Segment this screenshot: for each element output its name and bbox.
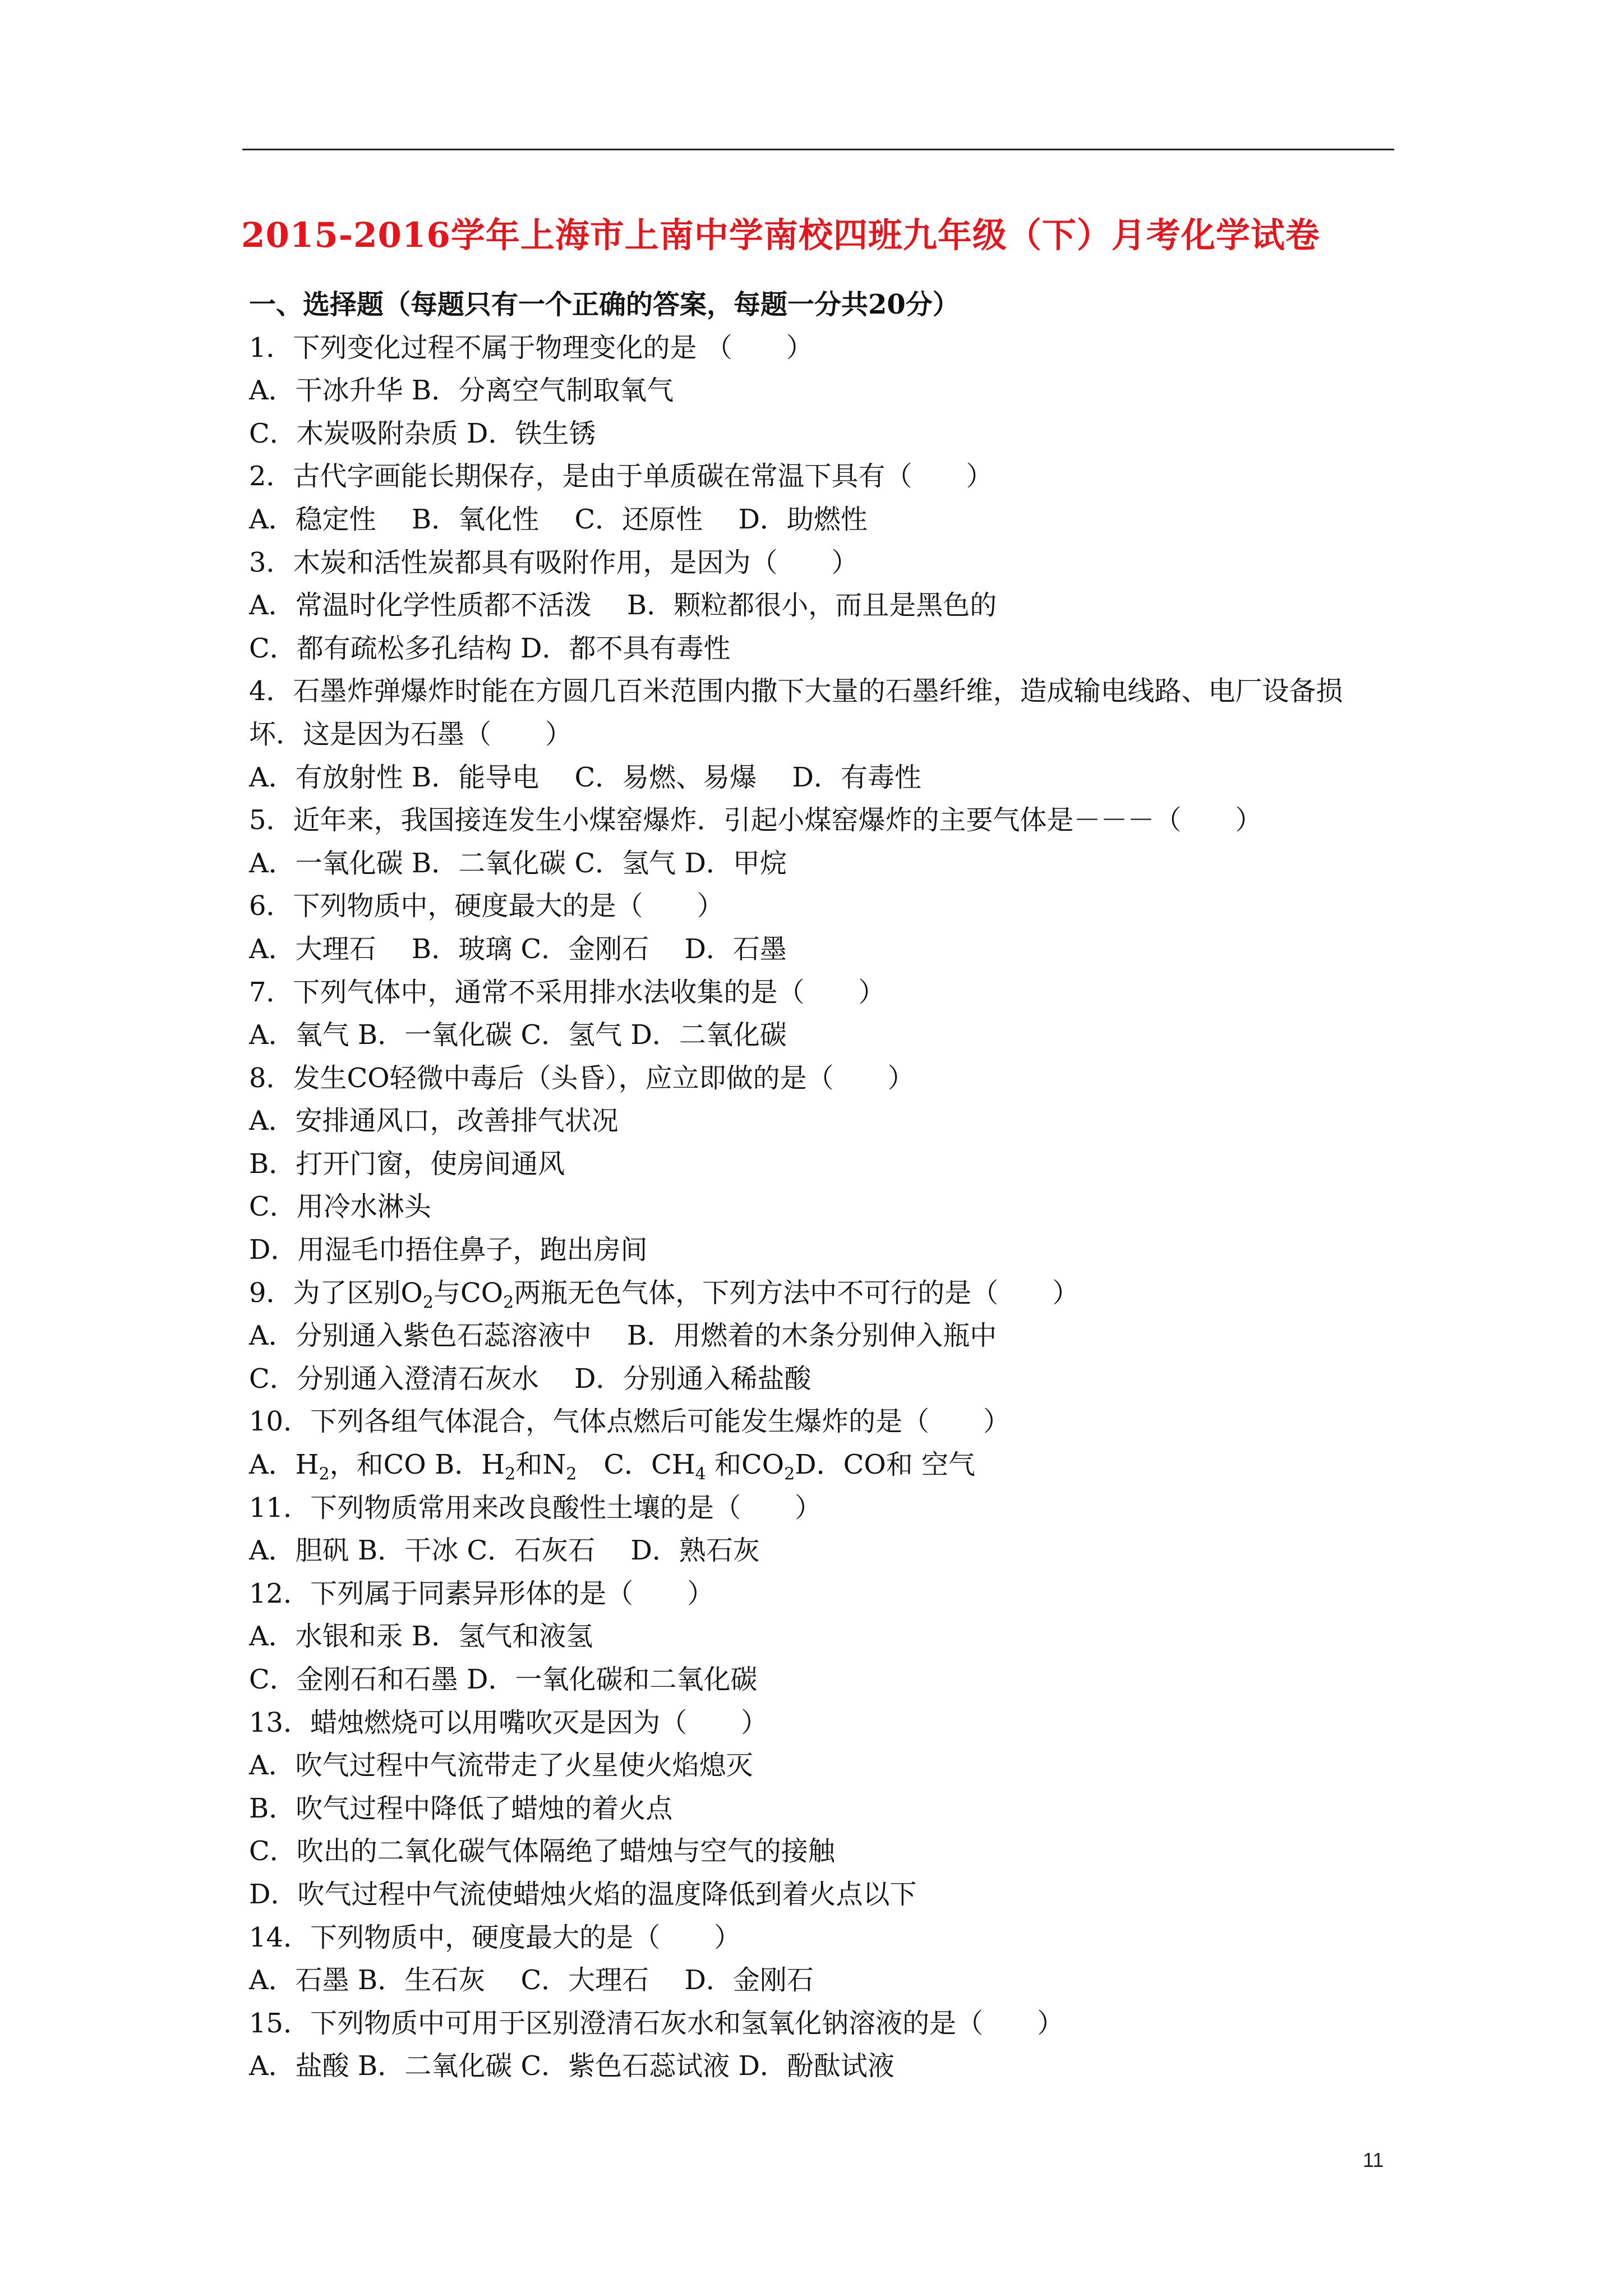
subscript: 2 [422,1292,434,1313]
question-option: A．分别通入紫色石蕊溶液中 B．用燃着的木条分别伸入瓶中 [249,1320,997,1352]
question-option: A．干冰升华 B．分离空气制取氧气 [249,375,674,407]
option-text: 和CO [706,1449,785,1481]
question-stem: 11．下列物质常用来改良酸性土壤的是（ ） [249,1492,822,1524]
question-option: C．用冷水淋头 [249,1191,431,1223]
subscript: 2 [784,1464,795,1484]
question-option: A．大理石 B．玻璃 C．金刚石 D．石墨 [249,933,787,965]
option-text: ，和CO B．H [329,1449,505,1481]
exam-body [249,283,1387,2088]
question-stem: 6．下列物质中，硬度最大的是（ ） [249,890,724,922]
option-text: 和N [515,1449,566,1481]
question-stem: 13．蜡烛燃烧可以用嘴吹灭是因为（ ） [249,1706,768,1738]
question-option: A．水银和汞 B．氢气和液氢 [249,1621,593,1653]
question-stem: 15．下列物质中可用于区别澄清石灰水和氢氧化钠溶液的是（ ） [249,2007,1064,2039]
question-option: A．吹气过程中气流带走了火星使火焰熄灭 [249,1750,753,1782]
question-stem: 12．下列属于同素异形体的是（ ） [249,1577,714,1609]
page-title: 2015-2016学年上海市上南中学南校四班九年级（下）月考化学试卷 [241,215,1320,255]
header-rule [242,149,1394,150]
question-stem: 4．石墨炸弹爆炸时能在方圆几百米范围内撒下大量的石墨纤维，造成输电线路、电厂设备损坏．这是因为石墨（ ） [249,675,1343,750]
stem-text: 与CO [434,1277,504,1309]
question-stem: 3．木炭和活性炭都具有吸附作用，是因为（ ） [249,546,859,578]
question-option: A．盐酸 B．二氧化碳 C．紫色石蕊试液 D．酚酞试液 [249,2050,895,2082]
question-stem: 10．下列各组气体混合，气体点燃后可能发生爆炸的是（ ） [249,1406,1011,1438]
question-option: B．打开门窗，使房间通风 [249,1148,565,1180]
stem-text: 两瓶无色气体，下列方法中不可行的是（ ） [514,1277,1080,1309]
question-stem: 14．下列物质中，硬度最大的是（ ） [249,1921,741,1953]
question-option: A．一氧化碳 B．二氧化碳 C．氢气 D．甲烷 [249,847,787,879]
question-option: A．胆矾 B．干冰 C．石灰石 D．熟石灰 [249,1535,760,1567]
question-stem: 2．古代字画能长期保存，是由于单质碳在常温下具有（ ） [249,461,993,493]
question-stem: 8．发生CO轻微中毒后（头昏），应立即做的是（ ） [249,1062,915,1094]
question-option: C．分别通入澄清石灰水 D．分别通入稀盐酸 [249,1363,811,1395]
subscript: 2 [319,1464,330,1484]
question-stem: 1．下列变化过程不属于物理变化的是 （ ） [249,332,813,364]
question-option: A．氧气 B．一氧化碳 C．氢气 D．二氧化碳 [249,1019,787,1051]
question-stem: 7．下列气体中，通常不采用排水法收集的是（ ） [249,976,886,1008]
option-text: A．H [249,1449,319,1481]
subscript: 2 [503,1292,514,1313]
question-option [249,1443,1387,1487]
stem-text: 9．为了区别O [249,1277,423,1309]
question-stem: 5．近年来，我国接连发生小煤窑爆炸．引起小煤窑爆炸的主要气体是－－－（ ） [249,804,1262,836]
page-number: 11 [1363,2148,1384,2171]
option-text: C．CH [577,1449,695,1481]
subscript: 2 [505,1464,516,1484]
question-option: A．安排通风口，改善排气状况 [249,1105,619,1137]
question-option: D．用湿毛巾捂住鼻子，跑出房间 [249,1234,648,1266]
subscript: 4 [695,1464,706,1484]
question-option: D．吹气过程中气流使蜡烛火焰的温度降低到着火点以下 [249,1878,917,1910]
option-text: D．CO和 空气 [795,1449,975,1481]
question-stem [249,1272,1387,1315]
section-heading: 一、选择题（每题只有一个正确的答案，每题一分共20分） [249,289,960,320]
question-option: B．吹气过程中降低了蜡烛的着火点 [249,1792,673,1824]
question-option: C．金刚石和石墨 D．一氧化碳和二氧化碳 [249,1664,758,1695]
question-option: A．有放射性 B．能导电 C．易燃、易爆 D．有毒性 [249,761,921,793]
question-option: A．常温时化学性质都不活泼 B．颗粒都很小，而且是黑色的 [249,590,997,622]
question-option: A．石墨 B．生石灰 C．大理石 D．金刚石 [249,1964,814,1996]
question-option: C．木炭吸附杂质 D．铁生锈 [249,417,596,449]
question-option: C．都有疏松多孔结构 D．都不具有毒性 [249,632,731,664]
question-option: A．稳定性 B．氧化性 C．还原性 D．助燃性 [249,503,868,535]
subscript: 2 [566,1464,577,1484]
question-option: C．吹出的二氧化碳气体隔绝了蜡烛与空气的接触 [249,1835,835,1867]
